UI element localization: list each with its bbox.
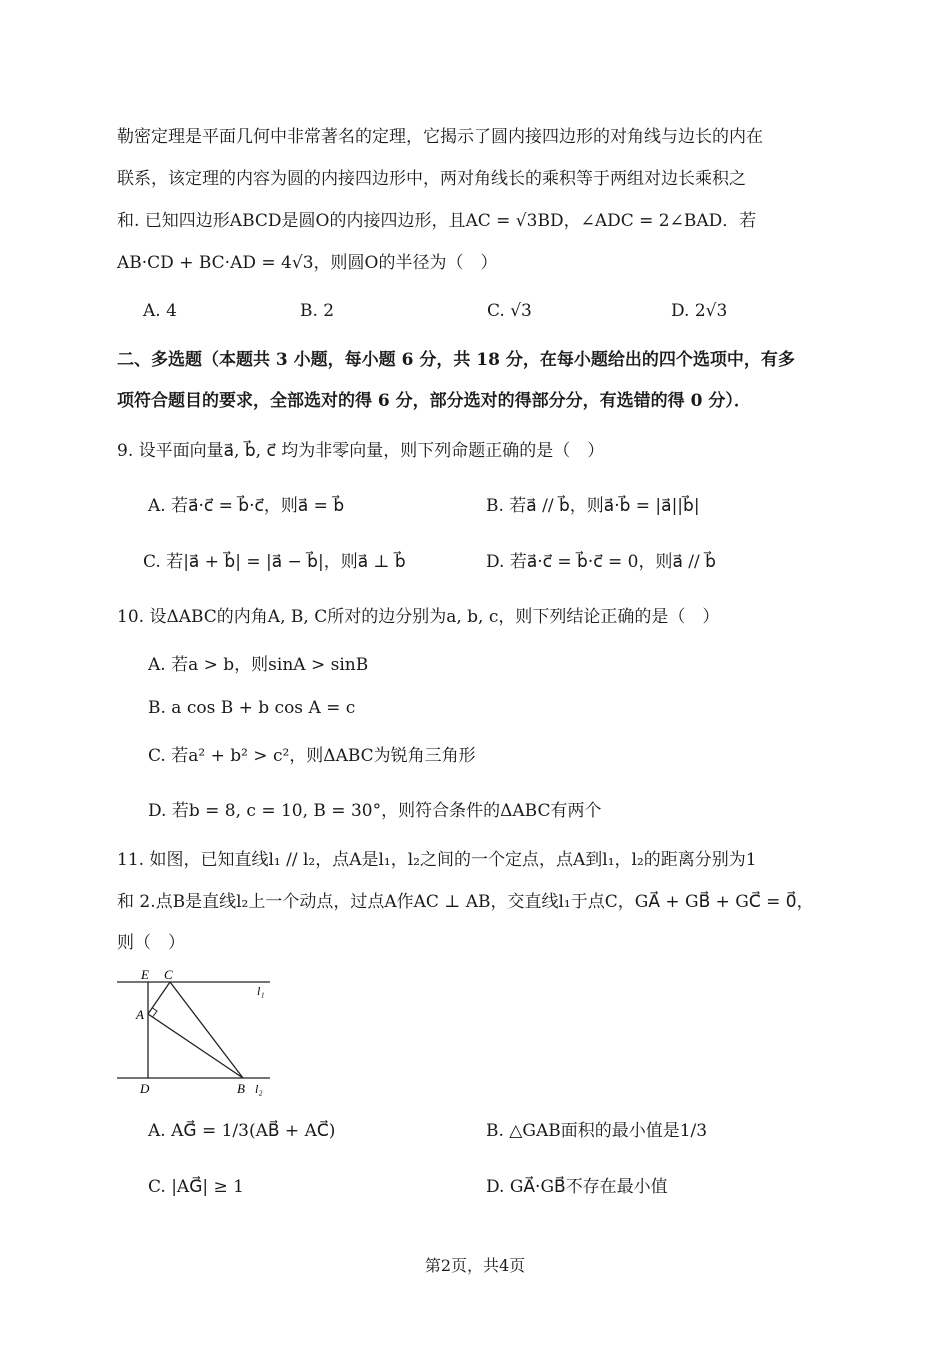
label-b: B <box>237 1081 245 1096</box>
q8-line-3: 和. 已知四边形ABCD是圆O的内接四边形，且AC = √3BD，∠ADC = 2∠BAD．若 <box>117 211 757 231</box>
segment-cb <box>170 982 243 1078</box>
q9-option-a[interactable]: A. 若a⃗·c⃗ = b⃗·c⃗，则a⃗ = b⃗ <box>148 496 345 516</box>
q10-stem: 10. 设ΔABC的内角A, B, C所对的边分别为a, b, c，则下列结论正确的是（ ） <box>117 607 720 627</box>
q10-option-d[interactable]: D. 若b = 8, c = 10, B = 30°，则符合条件的ΔABC有两个 <box>148 801 602 821</box>
q11-line-1: 11. 如图，已知直线l₁ // l₂，点A是l₁，l₂之间的一个定点，点A到l₁，l₂的距离分别为1 <box>117 850 757 870</box>
label-c: C <box>164 967 173 982</box>
q8-line-1: 勒密定理是平面几何中非常著名的定理，它揭示了圆内接四边形的对角线与边长的内在 <box>117 127 763 147</box>
section-heading-line-2: 项符合题目的要求，全部选对的得 6 分，部分选对的得部分分，有选错的得 0 分）． <box>117 391 751 411</box>
q10-option-a[interactable]: A. 若a > b，则sinA > sinB <box>148 655 369 675</box>
label-a: A <box>136 1007 144 1022</box>
q9-stem: 9. 设平面向量a⃗, b⃗, c⃗ 均为非零向量，则下列命题正确的是（ ） <box>117 441 605 461</box>
segment-ab <box>148 1014 243 1078</box>
q10-option-c[interactable]: C. 若a² + b² > c²，则ΔABC为锐角三角形 <box>148 746 476 766</box>
q8-line-2: 联系，该定理的内容为圆的内接四边形中，两对角线长的乘积等于两组对边长乘积之 <box>117 169 746 189</box>
label-l2: l₂ <box>255 1082 263 1096</box>
right-angle-mark <box>153 1008 158 1017</box>
q11-option-d[interactable]: D. GA⃗·GB⃗不存在最小值 <box>486 1177 668 1197</box>
q9-option-c[interactable]: C. 若|a⃗ + b⃗| = |a⃗ − b⃗|，则a⃗ ⊥ b⃗ <box>143 552 406 572</box>
q11-line-2: 和 2.点B是直线l₂上一个动点，过点A作AC ⊥ AB，交直线l₁于点C，GA⃗ + GB⃗ + GC⃗ = 0⃗， <box>117 892 814 912</box>
q9-option-d[interactable]: D. 若a⃗·c⃗ = b⃗·c⃗ = 0，则a⃗ // b⃗ <box>486 552 716 572</box>
segment-ac <box>148 982 170 1014</box>
label-d: D <box>140 1081 150 1096</box>
label-e: E <box>141 967 149 982</box>
page-footer: 第2页，共4页 <box>424 1256 526 1275</box>
q8-line-4: AB·CD + BC·AD = 4√3，则圆O的半径为（ ） <box>117 253 498 273</box>
q8-option-c[interactable]: C. √3 <box>487 301 532 321</box>
q11-option-b[interactable]: B. △GAB面积的最小值是1/3 <box>486 1121 708 1141</box>
q11-option-a[interactable]: A. AG⃗ = 1/3(AB⃗ + AC⃗) <box>148 1121 336 1141</box>
label-l1: l₁ <box>257 984 265 998</box>
q10-option-b[interactable]: B. a cos B + b cos A = c <box>148 698 356 718</box>
q11-option-c[interactable]: C. |AG⃗| ≥ 1 <box>148 1177 244 1197</box>
section-heading-line-1: 二、多选题（本题共 3 小题，每小题 6 分，共 18 分，在每小题给出的四个选项中，有多 <box>117 350 795 370</box>
q9-option-b[interactable]: B. 若a⃗ // b⃗，则a⃗·b⃗ = |a⃗||b⃗| <box>486 496 700 516</box>
q11-line-3: 则（ ） <box>117 933 185 953</box>
q8-option-b[interactable]: B. 2 <box>300 301 335 321</box>
geometry-figure <box>115 965 275 1097</box>
q8-option-d[interactable]: D. 2√3 <box>671 301 728 321</box>
q8-option-a[interactable]: A. 4 <box>143 301 177 321</box>
